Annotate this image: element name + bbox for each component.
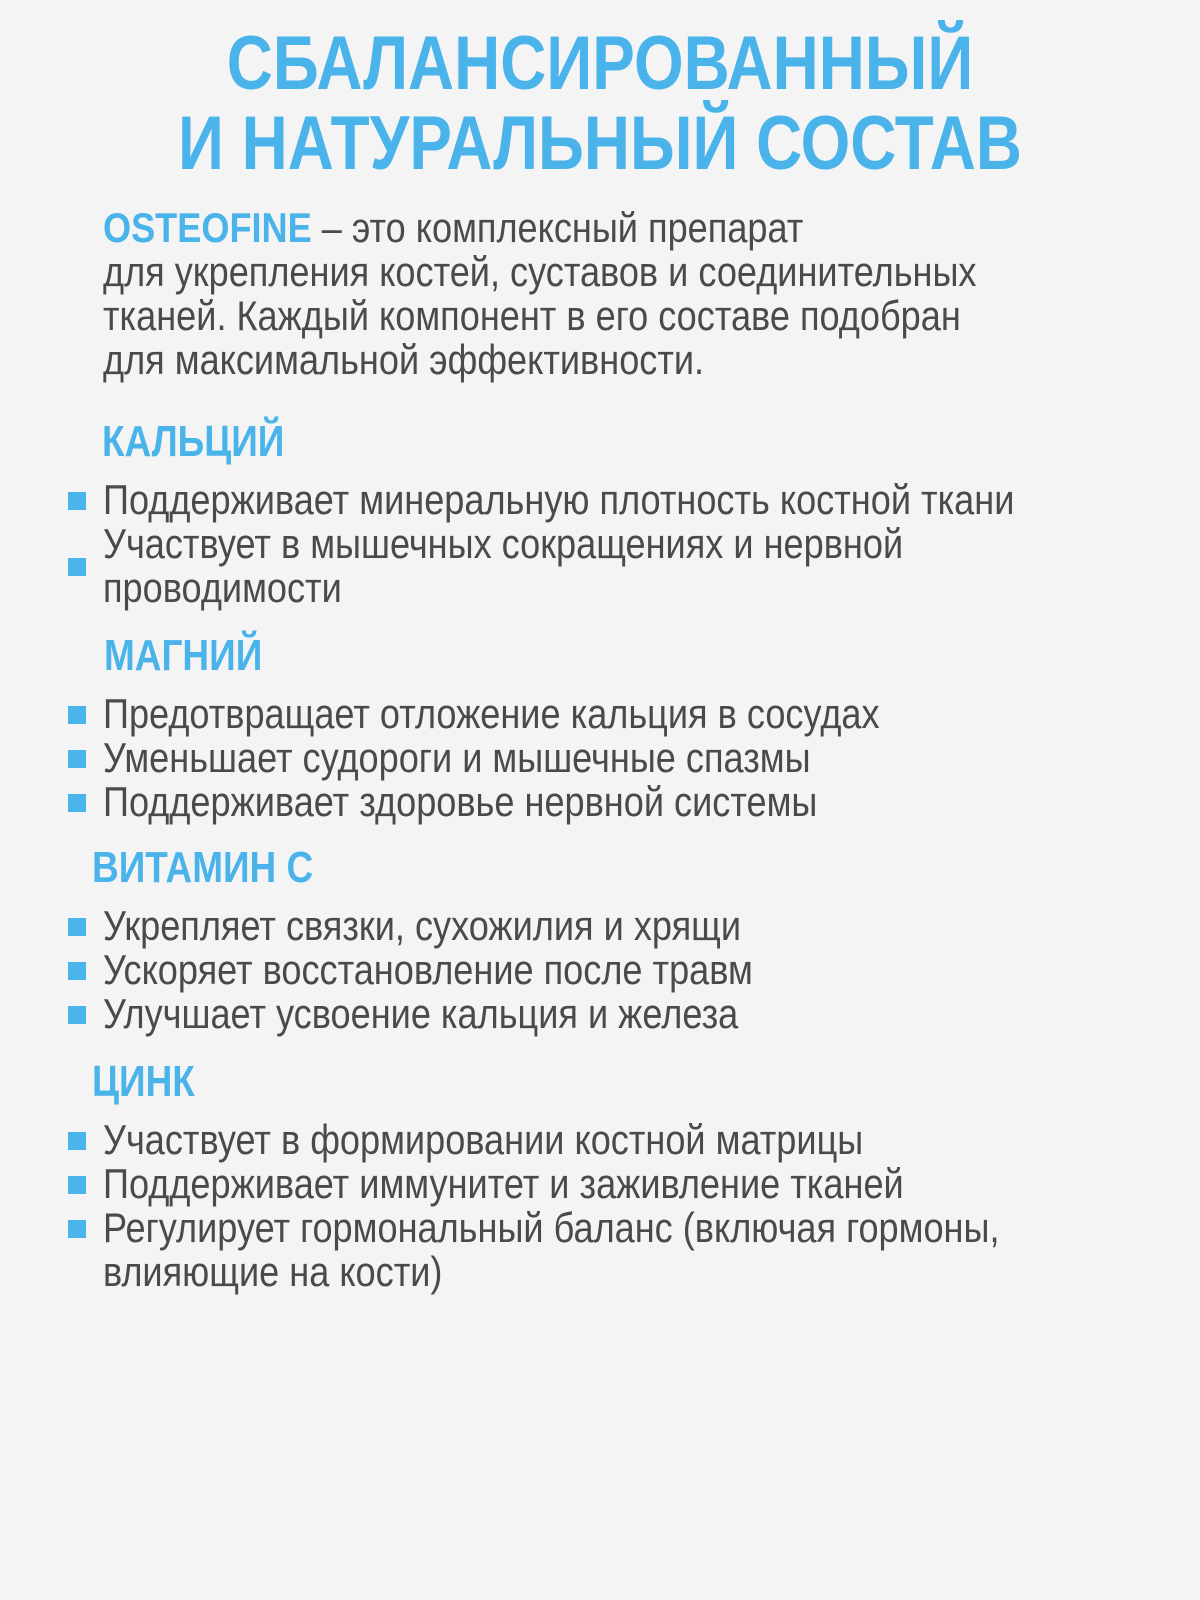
- intro-line-1-text: – это комплексный препарат: [311, 204, 804, 251]
- square-bullet-icon: [68, 794, 86, 812]
- square-bullet-icon: [68, 558, 86, 576]
- intro-line-2: для укрепления костей, суставов и соединительных: [103, 248, 977, 295]
- page-title: [96, 21, 1104, 186]
- title-line-2: И НАТУРАЛЬНЫЙ СОСТАВ: [178, 101, 1022, 186]
- square-bullet-icon: [68, 750, 86, 768]
- list-item-text: Улучшает усвоение кальция и железа: [103, 990, 739, 1037]
- section-title-magnesium: МАГНИЙ: [104, 631, 263, 680]
- list-item-text: Укрепляет связки, сухожилия и хрящи: [103, 902, 742, 949]
- square-bullet-icon: [68, 706, 86, 724]
- list-item-text: Поддерживает здоровье нервной системы: [103, 778, 818, 825]
- list-item-text: Поддерживает минеральную плотность костной ткани: [103, 476, 1015, 523]
- list-item-text: Участвует в формировании костной матрицы: [103, 1116, 864, 1163]
- square-bullet-icon: [68, 918, 86, 936]
- square-bullet-icon: [68, 1220, 86, 1238]
- list-item-text: Участвует в мышечных сокращениях и нервной проводимости: [103, 520, 904, 611]
- intro-line-4: для максимальной эффективности.: [103, 336, 705, 383]
- section-title-zinc: ЦИНК: [92, 1057, 195, 1106]
- list-item-text: Поддерживает иммунитет и заживление тканей: [103, 1160, 904, 1207]
- list-item-text: Уменьшает судороги и мышечные спазмы: [103, 734, 811, 781]
- square-bullet-icon: [68, 1006, 86, 1024]
- list-item-text: Предотвращает отложение кальция в сосудах: [103, 690, 880, 737]
- square-bullet-icon: [68, 492, 86, 510]
- square-bullet-icon: [68, 1132, 86, 1150]
- list-item-text: Ускоряет восстановление после травм: [103, 946, 753, 993]
- section-title-vitamin-c: ВИТАМИН С: [92, 843, 314, 892]
- square-bullet-icon: [68, 1176, 86, 1194]
- list-item-text: Регулирует гормональный баланс (включая гормоны, влияющие на кости): [103, 1204, 1000, 1295]
- intro-line-3: тканей. Каждый компонент в его составе подобран: [103, 292, 961, 339]
- title-line-1: СБАЛАНСИРОВАННЫЙ: [226, 21, 974, 106]
- brand-name: OSTEOFINE: [103, 204, 312, 251]
- square-bullet-icon: [68, 962, 86, 980]
- intro-paragraph: [103, 206, 1135, 382]
- section-title-calcium: КАЛЬЦИЙ: [102, 417, 285, 466]
- intro-line-1: [103, 206, 1135, 250]
